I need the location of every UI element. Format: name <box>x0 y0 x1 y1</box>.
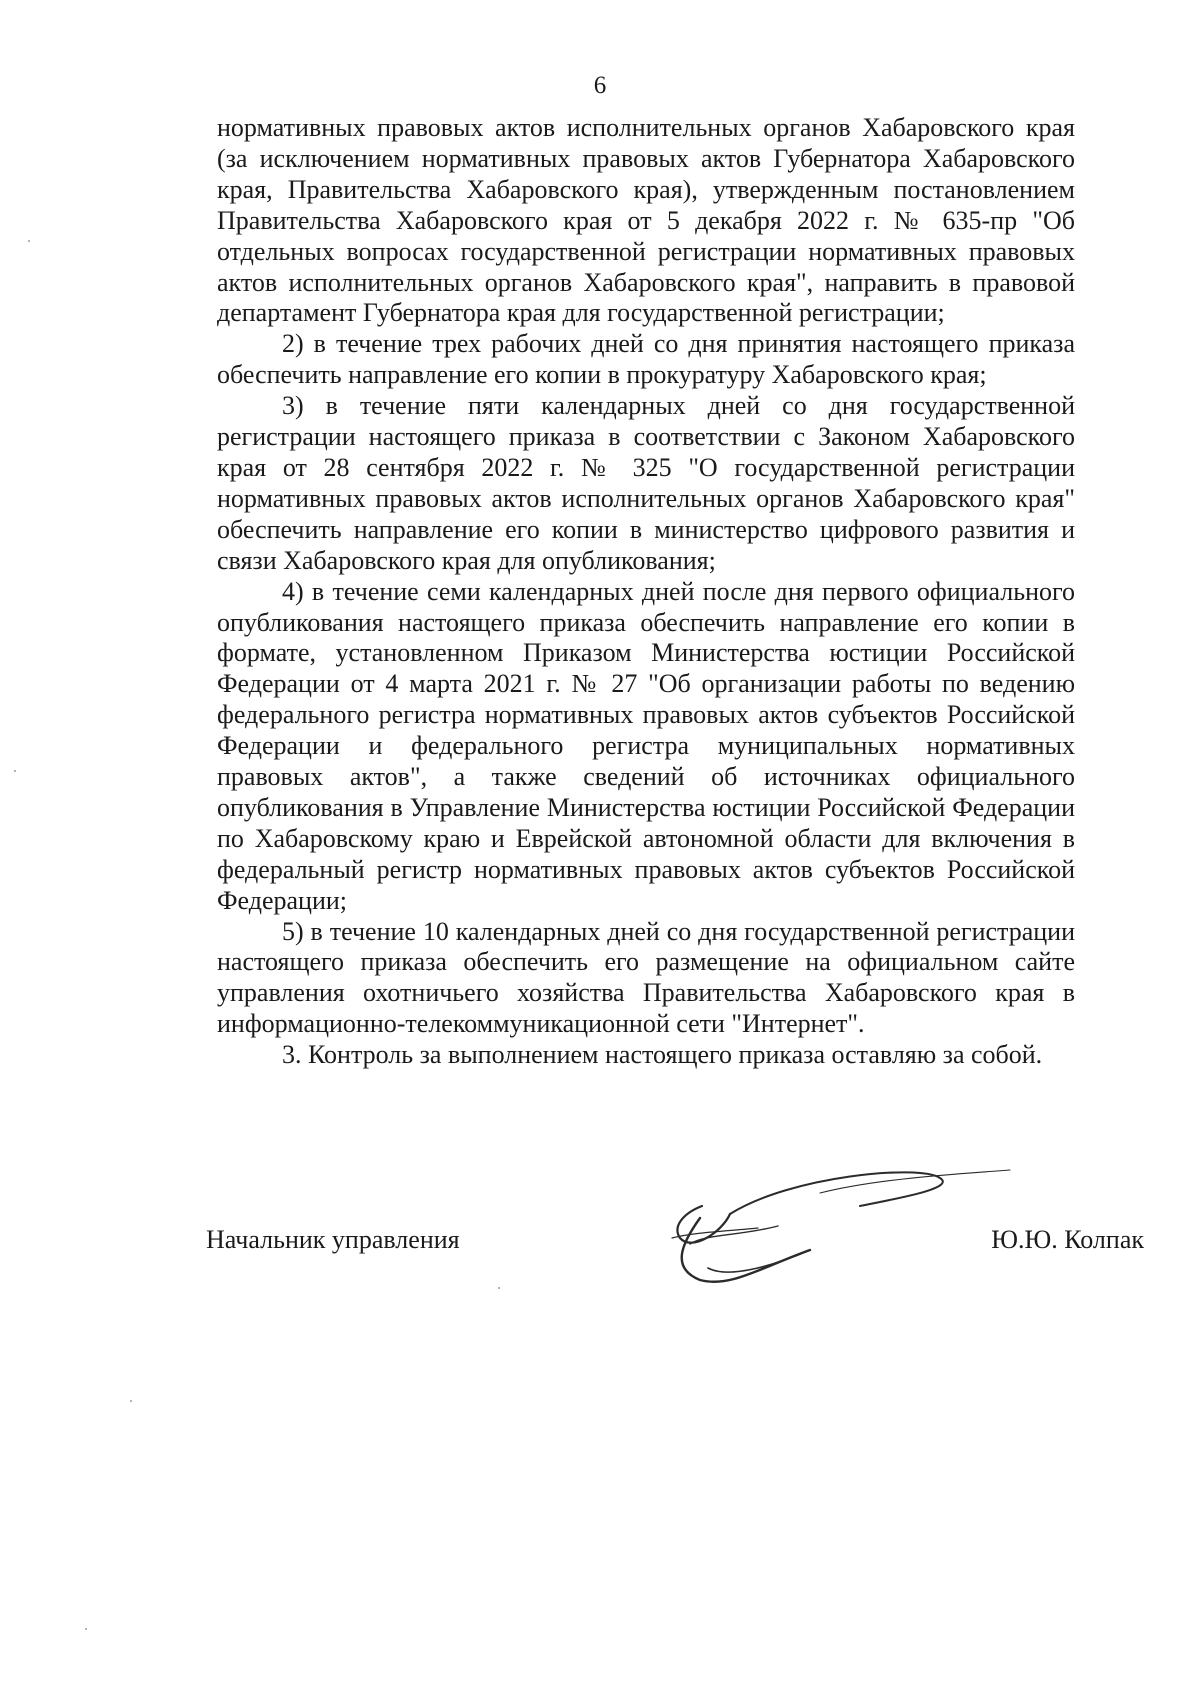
signer-name: Ю.Ю. Колпак <box>991 1225 1144 1254</box>
paragraph-item-4: 4) в течение семи календарных дней после дня первого официального опубликования настоящего приказа обеспечить направление его копии в формате, установленном Приказом Министерства юстиции Российской Федерации от 4 марта 2021 г. № 27 "Об организации работы по ведению федерального регистра нормативных правовых актов субъектов Российской Федерации и федерального регистра муниципальных нормативных правовых актов", а также сведений об источниках официального опубликования в Управление Министерства юстиции Российской Федерации по Хабаровскому краю и Еврейской автономной области для включения в федеральный регистр нормативных правовых актов субъектов Российской Федерации; <box>217 576 1075 915</box>
page-number: 6 <box>593 72 607 99</box>
paragraph-item-5: 5) в течение 10 календарных дней со дня государственной регистрации настоящего приказа обеспечить его размещение на официальном сайте управления охотничьего хозяйства Правительства Хабаровского края в информационно-телекоммуникационной сети "Интернет". <box>217 916 1075 1039</box>
document-body <box>217 113 1075 1071</box>
paragraph-continuation: нормативных правовых актов исполнительных органов Хабаровского края (за исключением нормативных правовых актов Губернатора Хабаровского края, Правительства Хабаровского края), утвержденным постановлением Правительства Хабаровского края от 5 декабря 2022 г. № 635-пр "Об отдельных вопросах государственной регистрации нормативных правовых актов исполнительных органов Хабаровского края", направить в правовой департамент Губернатора края для государственной регистрации; <box>217 113 1075 328</box>
scan-speck <box>498 1287 500 1289</box>
paragraph-item-2: 2) в течение трех рабочих дней со дня принятия настоящего приказа обеспечить направление его копии в прокуратуру Хабаровского края; <box>217 329 1075 390</box>
signature-block <box>206 1225 1144 1265</box>
paragraph-item-3: 3) в течение пяти календарных дней со дня государственной регистрации настоящего приказа в соответствии с Законом Хабаровского края от 28 сентября 2022 г. № 325 "О государственной регистрации нормативных правовых актов исполнительных органов Хабаровского края" обеспечить направление его копии в министерство цифрового развития и связи Хабаровского края для опубликования; <box>217 391 1075 575</box>
scan-speck <box>85 1628 87 1630</box>
paragraph-clause-3: 3. Контроль за выполнением настоящего приказа оставляю за собой. <box>282 1040 1043 1070</box>
scan-speck <box>14 770 16 772</box>
signer-position: Начальник управления <box>206 1225 460 1254</box>
scan-speck <box>130 1400 132 1402</box>
scan-speck <box>28 240 30 242</box>
